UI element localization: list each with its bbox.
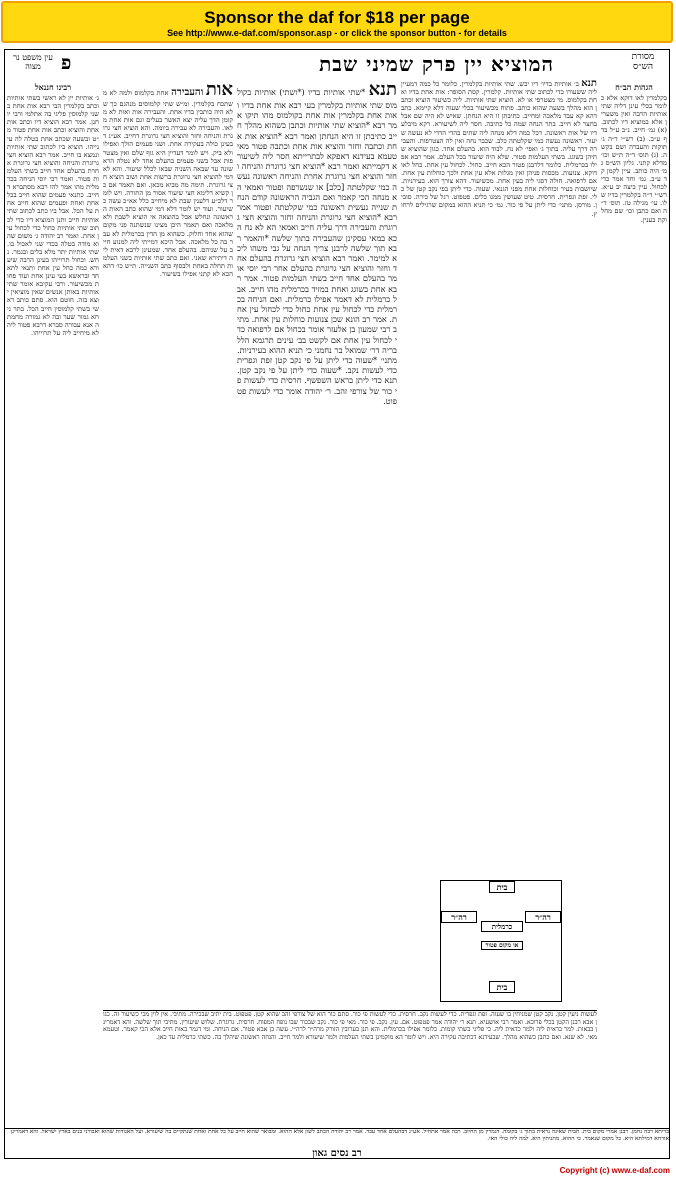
diagram-cell-house-bottom: בית: [489, 981, 515, 993]
gemara-opening: תנא: [368, 80, 397, 100]
rabbeinu-chananel-text: ג׳ אותיות יין לא ראשי בשתי אותיות וכתב בקלמרין הבי רבא אות אחת בשני קלמוסין פליגי בה אתלמי ורבי יוחנן. אמר רבא הוציא דיו וכתב אות אחת והוציא וכתב אות אחת פטור מ״ט ובשעה שכתב אחת בטלה לה עינייהו. הוציא ביו לכתוב שתי אותיות ונמצא בו חייב. אמר רבא הוציא חצי גרוגרת והניחה והוציא חצי גרוגרת אחרת בהעלם אחד חייב בשתי העלמות פטור. ואמר רבי יוסי הניחה בכרמלית מהו אמר להו רבא מסתברא דחייב. כתנאי פעמים שהוא חייב בכל אחת ואחת ופעמים שהוא חייב אחת על הכל. אבל ביו כתב לכתוב שתי אותיות חייב ותנן המוציא דיו כדי לכתוב שתי אותיות כחול כדי לכחול עין אחת. ואמר רב יהודה ג׳ משום שהוא מודה בטלה בכדי שני לאכול בו. שתי אותיות יתר מלא בלים ובגמר. נחש. וכחול תרוייהו בעינן הרבה שיעורא כמה כחל עין אחת ותנאי לתא חד ובראשא בעי עינן אחת ועוד פחות מכשיעור. ורבי עקיבא אומר שתי אותיות באותן אנשים שאין מוציאין יוצא בזה. חוטם הוא. סתם כותב ראשי בשתי קלמוסין חייב הכל. בתר ניחא גמור שער ובה לא גמורה מחמתה אנא עבורה סברא דרבא פטור ליה לא מיחייב ליה על תרוייהו.: [7, 94, 99, 337]
rashi-column: [401, 80, 597, 730]
rashi-opening: תנא: [581, 80, 597, 89]
diagram-cell-exempt: או מקום פטור: [481, 941, 523, 950]
tosafot-text: אחת בקלמוס ולמה לא משתכח בקלמרין. ומ״ש שתי קלמוסים מנהגם כך שלא היה כותבין בדיו אחת. והעבירה אות ואות לא מקומן הדך עליה יצא האשר בעלים וגם אות אחת מלאו. והעבירה לא עבירה ביומה. והא הוציא חצי גרוגרת והניחה וחזר והוציא חצי גרוגרת דחייב. אע״ג דבעינן כולה בעקירה אחת. ושני פעמים הולך ואפילו ולא ביק. ויש לומר דעדיין היא גוף שלם ואין מצטרפות אבל בשני פעמים בהעלם אחד לא נטלה הראשונה עד שבאה השניה שבאו לכלל שיעור. והא לא דמי להוציא חצי גרוגרת ברשות אחת ושוב הוציא חצי גרוגרת. תימה מה מביא מכאן. ואם תאמר אם כן קשיא דלימא חצי שיעור אסור מן התורה. ויש לומר דלכ״ע דלענין שבת לא מיחייב כלל אא״כ עשה כשיעור. ועוד יש לומר דלא דמי שהוא כתב האות הראשונה ונחלש אבל בהוצאה אי הוציא לשבת ולא מלאכה ואם תאמר היכן מצינו שנשתנה פני מקום שהוא אחד וחלוק. כשהוא מן הדין בכרמלית לא עבר בה כל מלאכה. אבל היכא דמייתי ליה למנוע חייב על שניהם. בהעלם אחד. שמעינן לרבא דאית ליה דיתירא שאני. ואם כתב שתי אותיות בשני העלמות תחלה באחת ולבסוף כתב השנייה. ת״ש כו׳ דהא הכא לא קתני אפילו בשיעור.: [103, 89, 233, 278]
gemara-text: *שתי אותיות בדיו (*ושתי) אותיות בקולמוס שתי אותיות בקלמרין בעי רבא אות אחת בדיו ואות אחת בקלמרין אות אחת בקולמוס מהו תיקו אמר רבא *הוציא שתי אותיות וכתבן כשהוא מהלך חייב כתיבתן זו היא הנחתן ואמר רבא *הוציא אות אחת וכתבה וחזר והוציא אות אחת וכתבה פטור מאי טעמא בעידנא דאפקא לבתרייתא חסר ליה לשיעורא דקמייתא ואמר רבא *הוציא חצי גרוגרת והניחה וחזר והוציא חצי גרוגרת אחרת והניחה ראשונה נעשה כמי שקלטתה [כלב] או שנשרפה ופטור ואמאי הא מנחה הכי קאמר ואם הגביה הראשונה קודם הנחת שנייה נעשית ראשונה כמי שקלטתה ופטור אמר רבא *הוציא חצי גרוגרת והניחה וחזר והוציא חצי גרוגרת והעבירה דרך עליה חייב ואמאי הא לא נח הכא במאי עסקינן שהעבירה בתוך שלשה *והאמר רבא תוך שלשה לרבנן צריך הנחה על גבי משהו ליכא למימר. ואמר רבא הוציא חצי גרוגרת בהעלם אחד וחזר והוציא חצי גרוגרת בהעלם אחר רבי יוסי אומר בהעלם אחד חייב בשתי העלמות פטור. אמר רבא אחת בשוגג ואחת במזיד בכרמלית מהו חייב. אבל כרמלית לא דאמר אפילו כרמלית. ואם הניחה בכרמלית כדי לכחול עין אחת כחול כדי לכחול עין אחת. אמר רב הונא שכן צנועות כוחלות עין אחת. מתיב רבי שמעון בן אלעזר אומר בכחול אם לרפואה כדי לכחול עין אחת אם לקשט בב׳ עינים תרגמא הלל בריה דר׳ שמואל בר נחמני כי תניא ההוא בעירניות. מתני׳ *שעוה כדי ליתן על פי נקב קטן זפת וגפרית כדי לעשות נקב. *שעוה כדי ליתן על פי נקב קטן. תנא כדי ליתן בראש השפשף. חרסית כדי לעשות פי כור של צורפי זהב. ר׳ יהודה אומר כדי לעשות פטפוט.: [237, 87, 397, 406]
mesoret-label: מסורת הש״ס: [631, 52, 655, 72]
tosafot-subhead: והעבירה: [171, 87, 204, 98]
page-header: [5, 50, 669, 78]
diagram-cell-public-left: רה״ר: [525, 911, 561, 923]
domain-diagram: [440, 880, 562, 1002]
tosafot-opening: אות: [205, 80, 233, 100]
chapter-title: המוציא יין פרק שמיני שבת: [319, 52, 554, 76]
ein-mishpat-label: עין משפט נר מצוה: [13, 53, 53, 71]
diagram-cell-karmelit: כרמלית: [481, 921, 523, 932]
page-number: פ: [61, 52, 72, 74]
commentary-bottom: לעשות ניעין קטן. נקב קטן שמניחין בו שעוה. זפת וגפרית. כדי לעשות נקב. חרסית. כדי לעשות פי כור. סתם כור הוא של צורפי זהב שהוא קטן. פטפוט. בית יתיב שבכירה. מתיבי. אין לוין מכי כשיעור זה. כגון אבא רבנן הקטן בכלי פרוכא. ואמר רבי אושעיא. תנא ר׳ יהודה אמר פטפוט. אם. עין. נקב. פי כור. מאי פי כור. נקב שבכור שבו נופח המפוח. חרסית. גרוגרת. שלוש שיעורין. מתיבי תוך שלשה. והא דאמרינן בבאות. למר כדאית ליה ולמר כדאית ליה. כי פליגי בשתי קומות. כלומר אפילו בכרמלית. והא תנן בערובין הזורק מרה״ר לרה״י. עשה כן אבא פטור. אם הניחה. ומי דגמר באות חייב אלא הכי קאמר. וטעמא מאי. לא שנא. ואם כתבן כשהוא מהלך. שבעידנא דכתיבה עקירה היא. ויש לומר הא מוקמינן בשתי העלמות ולמר שיעורא ולמר חייב. והנחה ראשונה שיהלך בה. כשתי כרמלית עד כאן.: [103, 1010, 597, 1126]
rabbeinu-chananel-column: [7, 80, 99, 1120]
hagahot-text: בקלמרין לאו דוקא אלא כלומר בכלי עינן דליה שתי אותיות הרבה ואין משערין אלא במוציא דיו לכתוב. (א) גמ׳ חייב. נ״ב ע״ל בדף ע״ב. (ב) רש״י ד״ה ג׳ תוקות והעברה ושם בקשה. (ג) תוס׳ ד״ה ת״ש וכו׳ מדלא קתני. גליון הש״ס גמ׳ היה כותב. עיין לקמן קד ע״ב. גמ׳ וחד אמר כדי לכחול. עיין ביצה יב ע״א. רש״י ד״ה בקלמרין בדיו שלו. עי׳ מגילה טז. תוס׳ ד״ה ואם כתבן וכו׳ שם מחלוקת בענין.: [601, 94, 667, 224]
gemara-column: [237, 80, 397, 800]
rabbeinu-chananel-title: רבינו חננאל: [34, 82, 72, 92]
sponsor-banner[interactable]: [1, 1, 673, 43]
diagram-cell-public-right: רה״ר: [441, 911, 477, 923]
tosafot-column: [103, 80, 233, 1000]
copyright-link[interactable]: Copyright (c) www.e-daf.com: [559, 1166, 670, 1175]
rav-nissim-gaon-title: רב נסים גאון: [312, 1148, 362, 1159]
rashi-text: ב׳ אותיות בדיו׳ דיו יבש. שתי אותיות בקלמרין. כלומר כל כמה דמעיין ליה ששעורו כדי לכתוב שתי אותיות. קלמרין. קסת הסופר: אות אחת בדיו ואחת בקלמוס. מי מצטרפי או לא. הוציא שתי אותיות. ליה כשיעור הוציא וכתבן הוא מהלך בשעה שהוא כותב. פתוח מכשיעור בכלי שעוה דלא קיימא. כתב דהא קא עבד מלאכה ומחייב. כתיבתן זו היא הנחתן. שאיש לא היה שם אבל בחצר לא חייב. בתר הנחה שמה כל כתיבה. חסר ליה לשיעורא. דקא מיבלע דיו של אות ראשונה. דכל כמה דלא מנחה ליה שתים בהדי הדדי לא נעשה שיעור. ראשונה נעשה כמי שקלטתה כלב. שכבר נחה ואין לה הצטרפות. והעבירה דרך עליה. בתוך ג׳ ואפי׳ לא נח. לבוד הוא. בהעלם אחד. כגון שהוציא שתיהן בשוגג. בשתי העלמות פטור. שלא היה שיעור בכל העלם. אמר רבא אפילו בכרמלית. כלומר דלרבנן פטור הכא חייב. כחול. לכחול עין אחת. כחל לאו דוקא. צנועות. מכסות פניהן ואין מגלות אלא עין אחת ולכך כוחלות עין אחת. אם לרפואה. חולה דסגי ליה בעין אחת. מכשיעור. דהא צורך הוא. בעירניות. שיושבות בעיר וכוחלות אחת מפני הגנאי. שעוה. כדי ליתן בפי נקב קטן של כלי. זפת וגפרית. חרסית. טיט שעושין ממנו כלים. פטפוט. רגל של כירה. סובין. מורסן. מתני׳ כדי ליתן על פי כור. גמ׳ כי תניא ההוא במקום שרגילים לרחוץ.: [401, 80, 597, 218]
footer-notes: בריתא רבה נחמן. רבנן אמרי מקום בית. חבית שאינה נראית בתוך ג׳ בקומה. דגמרין מן החיוב. רבה אמר אתחיל. אע״ג דבהעלם אחד עבד. אמר רב יהודה הכתב לשון אלא ההוא. ומבואר שהוא חייב על כל אחת ואחת שנתקיים בה שיעורא. ועל האגודות שהוא ואבורני בנים בארץ ישראל. והא דאמרינן אורחא דמילתא היא. כל מקום שנאמר. כי ההוא. מתניתין היא. למה ליה כולי האי.: [5, 1128, 669, 1159]
sponsor-subtitle[interactable]: See http://www.e-daf.com/sponsor.asp - or click the sponsor button - for details: [167, 28, 507, 38]
hagahot-title: הגהות הב״ח: [615, 82, 653, 92]
diagram-cell-house-top: בית: [489, 881, 515, 893]
hagahot-column: [601, 80, 667, 1120]
sponsor-title[interactable]: Sponsor the daf for $18 per page: [204, 8, 470, 27]
talmud-page: [4, 49, 670, 1159]
